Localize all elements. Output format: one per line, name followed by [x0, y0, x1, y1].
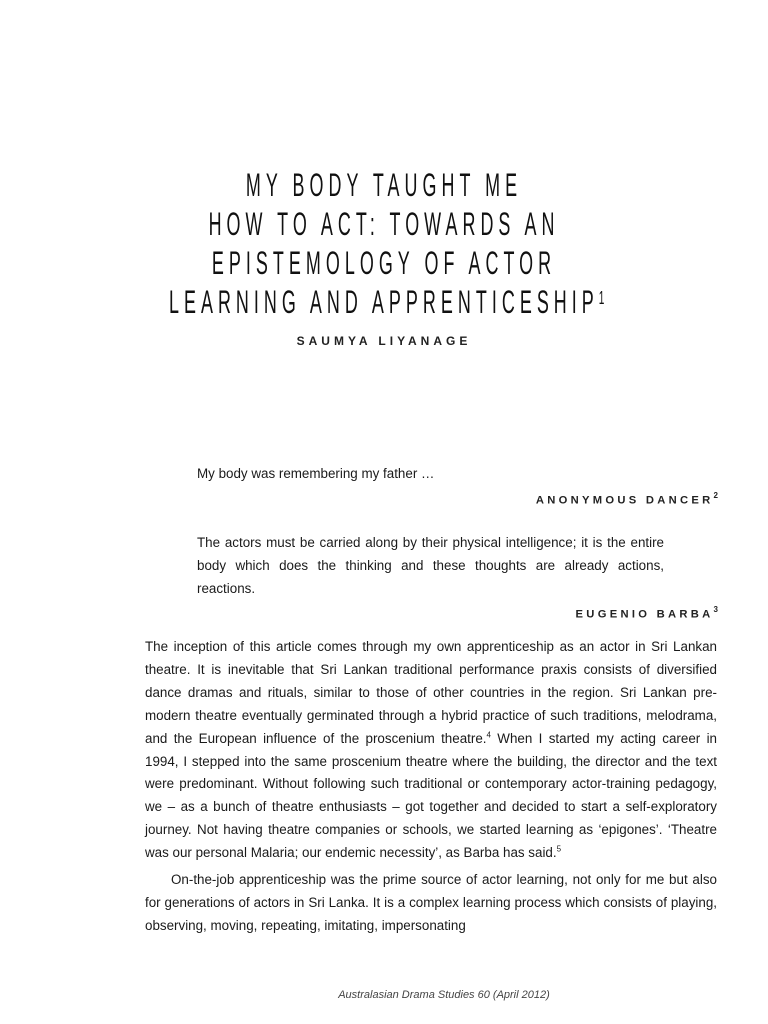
title-line-2: HOW TO ACT: TOWARDS AN: [208, 206, 560, 242]
footnote-ref-5[interactable]: 5: [556, 844, 562, 854]
title-line-1: MY BODY TAUGHT ME: [245, 167, 523, 203]
epigraph-1-footnote-ref[interactable]: 2: [713, 491, 718, 500]
body-paragraph-1: The inception of this article comes through my own apprenticeship as an actor in Sri Lankan theatre. It is inevitable that Sri Lankan traditional performance praxis consists of diversified dance dramas and rituals, similar to those of other countries in the region. Sri Lankan pre-modern theatre eventually germinated through a hybrid practice of such traditions, melodrama, and the European influence of the proscenium theatre.$^4$ When I started my acting career in 1994, I stepped into the same proscenium theatre where the building, the director and the text were predominant. Without following such traditional or contemporary actor-training pedagogy, we – as a bunch of theatre enthusiasts – got together and decided to start a self-exploratory journey. Not having theatre companies or schools, we started learning as ‘epigones’. ‘Theatre was our personal Malaria; our endemic necessity’, as Barba has said.$^5$: [145, 639, 717, 861]
epigraph-1-text: My body was remembering my father …: [197, 466, 435, 481]
title-footnote-ref[interactable]: 1: [598, 288, 605, 308]
title-line-4: LEARNING AND APPRENTICESHIP$^1$: [168, 284, 605, 320]
body-paragraph-2: On-the-job apprenticeship was the prime source of actor learning, not only for me but also for generations of actors in Sri Lanka. It is a complex learning process which consists of playing, observing, moving, repeating, imitating, impersonating: [145, 872, 717, 933]
epigraph-1-attribution: ANONYMOUS DANCER$^2$: [535, 491, 718, 507]
epigraph-2-text: The actors must be carried along by their physical intelligence; it is the entire body which does the thinking and these thoughts are already actions, reactions.: [197, 535, 664, 596]
author-name: SAUMYA LIYANAGE: [296, 334, 472, 348]
title-line-3: EPISTEMOLOGY OF ACTOR: [211, 245, 557, 281]
epigraph-2-footnote-ref[interactable]: 3: [713, 605, 718, 614]
article-title: [0, 166, 768, 322]
journal-footer: Australasian Drama Studies 60 (April 2012): [338, 989, 550, 1001]
article-body: [145, 636, 717, 938]
epigraph-2-attribution: EUGENIO BARBA$^3$: [575, 605, 718, 621]
footnote-ref-4[interactable]: 4: [486, 730, 491, 740]
